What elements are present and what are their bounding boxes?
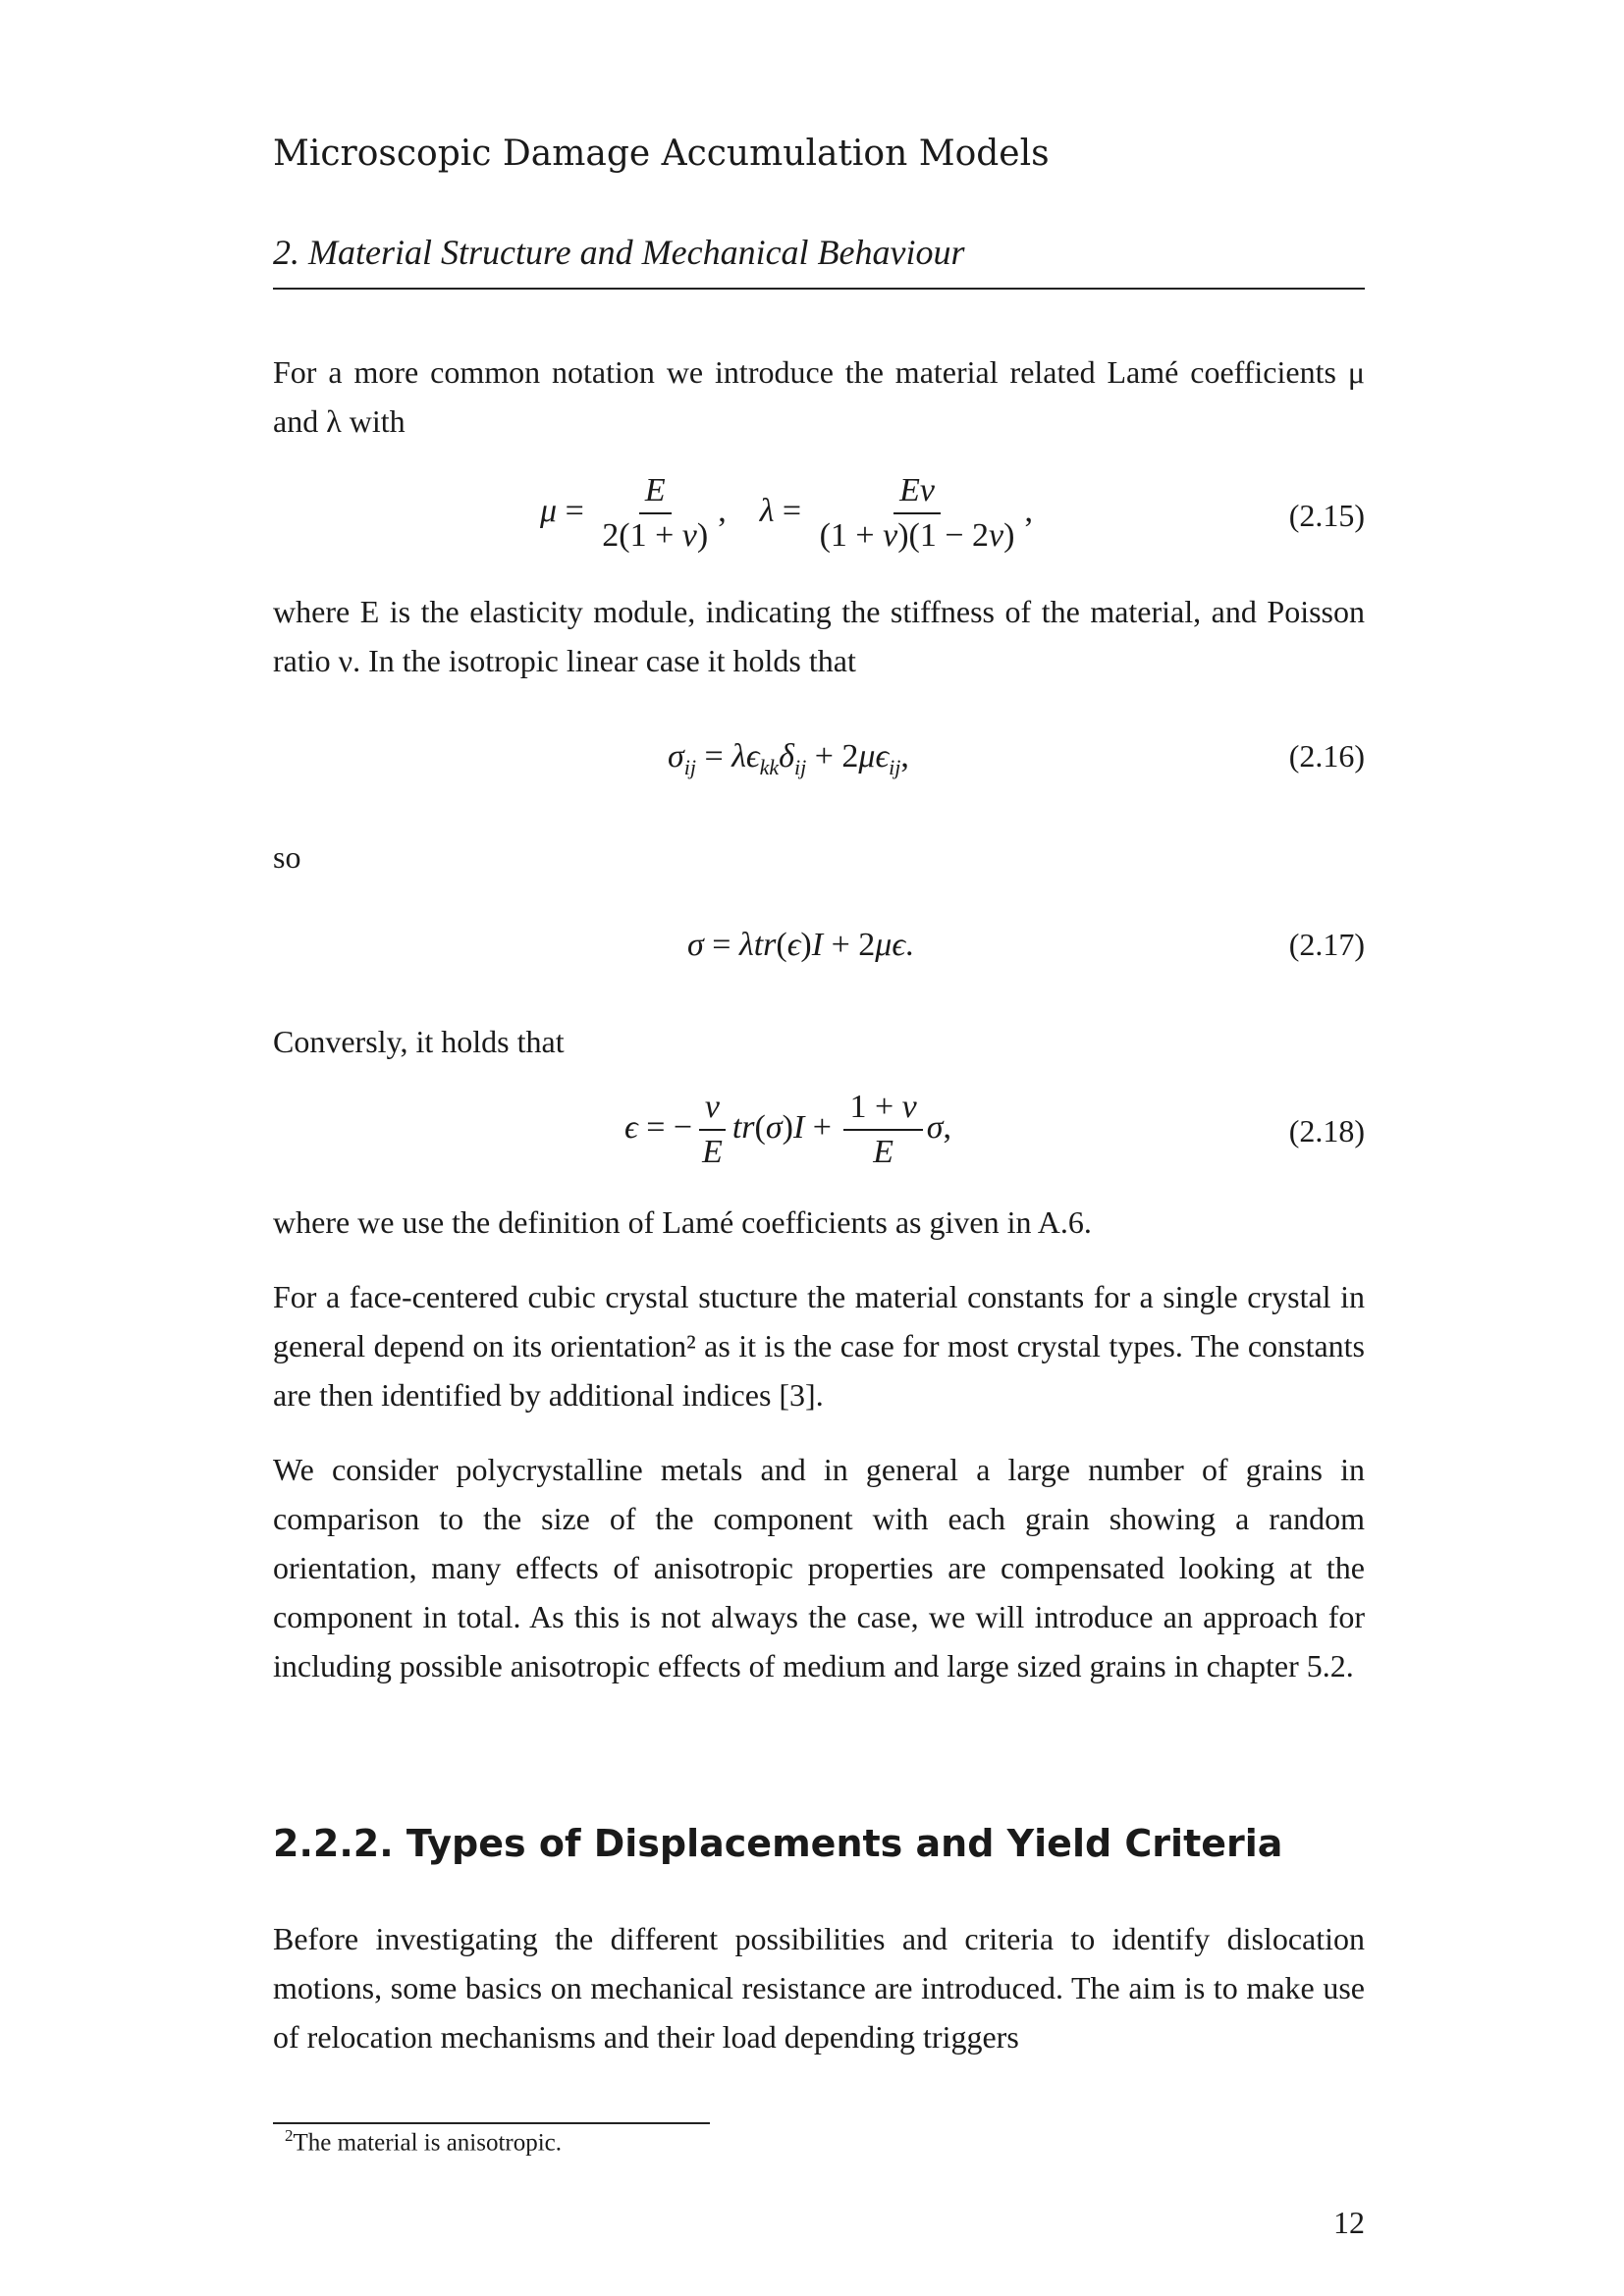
- paragraph-polycrystalline: We consider polycrystalline metals and in general a large number of grains in comparison to the size of the component with each grain showing a random orientation, many effects of anisotropic properties are compensated looking at the component in total. As this is not always the case, we will introduce an approach for including possible anisotropic effects of medium and large sized grains in chapter 5.2.: [273, 1452, 1365, 1683]
- footnote-mark: 2: [285, 2126, 294, 2145]
- footnote-text: The material is anisotropic.: [293, 2129, 563, 2157]
- footnote: [285, 2126, 562, 2157]
- paragraph-lame-definition: where we use the definition of Lamé coefficients as given in A.6.: [273, 1204, 1092, 1240]
- paragraph-so: so: [273, 839, 301, 875]
- footnote-rule: [273, 2122, 710, 2124]
- paragraph-fcc-crystal: For a face-centered cubic crystal stucture the material constants for a single crystal in general depend on its orientation² as it is the case for most crystal types. The constants are then identified by additional indices [3].: [273, 1279, 1365, 1413]
- equation-number-2-16: (2.16): [1288, 738, 1365, 774]
- paragraph-displacements: Before investigating the different possibilities and criteria to identify dislocation motions, some basics on mechanical resistance are introduced. The aim is to make use of relocation mechanisms and their load depending triggers: [273, 1921, 1365, 2055]
- running-header-title: Microscopic Damage Accumulation Models: [273, 133, 1050, 174]
- equation-2-15: μ = $\frac{E}{2(1 + \nu)}$ , λ = $\frac{E\nu}{(1 + \nu)(1 - 2\nu)}$ ,: [540, 472, 1033, 554]
- section-heading-2-2-2: 2.2.2. Types of Displacements and Yield Criteria: [273, 1822, 1283, 1865]
- page-number: 12: [1333, 2205, 1365, 2240]
- equation-2-17: σ = λtr(ϵ)I + 2μϵ.: [687, 927, 914, 963]
- paragraph-conversly: Conversly, it holds that: [273, 1024, 565, 1059]
- equation-number-2-18: (2.18): [1288, 1113, 1365, 1148]
- paragraph-lame-intro: For a more common notation we introduce the material related Lamé coefficients μ and λ with: [273, 354, 1365, 439]
- equation-number-2-15: (2.15): [1288, 498, 1365, 533]
- equation-number-2-17: (2.17): [1288, 927, 1365, 962]
- paragraph-elasticity: where E is the elasticity module, indicating the stiffness of the material, and Poisson ratio ν. In the isotropic linear case it holds that: [273, 594, 1365, 678]
- running-header-chapter: 2. Material Structure and Mechanical Behaviour: [273, 233, 965, 272]
- equation-2-18: ϵ = − $\frac{\nu}{E}$ tr(σ)I + $\frac{1 + \nu}{E}$ σ,: [624, 1089, 952, 1170]
- equation-2-16: $\sigma_{ij} = \lambda\epsilon_{kk}\delta_{ij} + 2\mu\epsilon_{ij}$,: [668, 738, 909, 779]
- header-rule: [273, 288, 1365, 290]
